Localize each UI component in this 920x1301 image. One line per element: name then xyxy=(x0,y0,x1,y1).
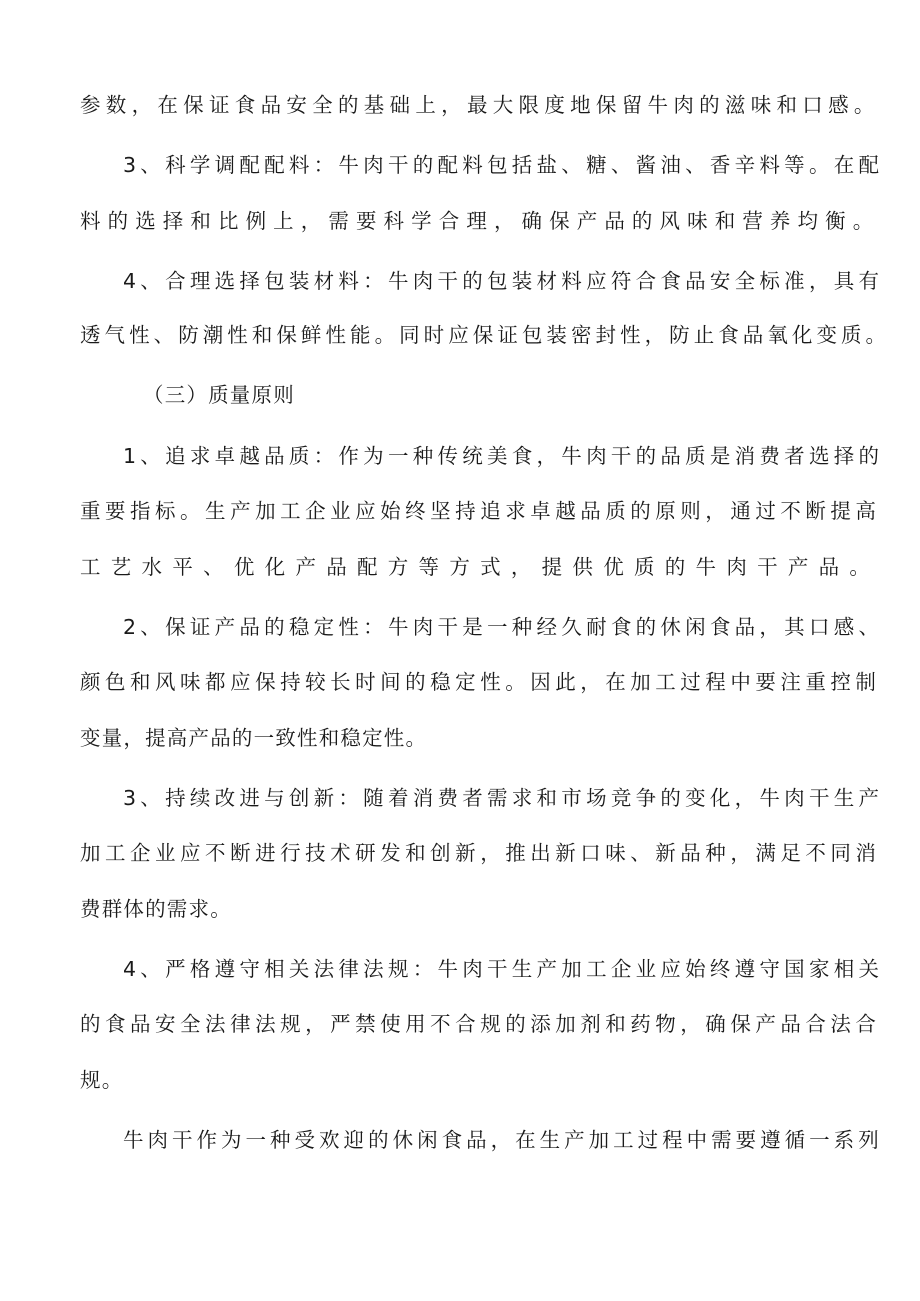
text-line: 4、严格遵守相关法律法规：牛肉干生产加工企业应始终遵守国家相关 xyxy=(123,957,884,981)
text-line: 4、合理选择包装材料：牛肉干的包装材料应符合食品安全标准，具有 xyxy=(123,269,884,293)
text-line: 重要指标。生产加工企业应始终坚持追求卓越品质的原则，通过不断提高 xyxy=(80,499,881,523)
text-line: 加工企业应不断进行技术研发和创新，推出新口味、新品种，满足不同消 xyxy=(80,841,881,865)
text-line: 颜色和风味都应保持较长时间的稳定性。因此，在加工过程中要注重控制 xyxy=(80,670,881,694)
text-line: 3、持续改进与创新：随着消费者需求和市场竞争的变化，牛肉干生产 xyxy=(123,786,884,810)
text-line: 牛肉干作为一种受欢迎的休闲食品，在生产加工过程中需要遵循一系列 xyxy=(123,1128,883,1152)
text-line: 2、保证产品的稳定性：牛肉干是一种经久耐食的休闲食品，其口感、 xyxy=(123,615,884,639)
text-line: 1、追求卓越品质：作为一种传统美食，牛肉干的品质是消费者选择的 xyxy=(123,444,884,468)
text-line: 料的选择和比例上，需要科学合理，确保产品的风味和营养均衡。 xyxy=(80,209,881,233)
text-line: 费群体的需求。 xyxy=(80,897,232,921)
text-line: 变量，提高产品的一致性和稳定性。 xyxy=(80,726,428,750)
text-line: 透气性、防潮性和保鲜性能。同时应保证包装密封性，防止食品氧化变质。 xyxy=(80,323,891,347)
text-line: 参数，在保证食品安全的基础上，最大限度地保留牛肉的滋味和口感。 xyxy=(80,93,880,117)
text-line: 的食品安全法律法规，严禁使用不合规的添加剂和药物，确保产品合法合 xyxy=(80,1012,881,1036)
text-line: 工艺水平、优化产品配方等方式，提供优质的牛肉干产品。 xyxy=(80,555,881,579)
section-heading: （三）质量原则 xyxy=(143,383,295,407)
text-line: 规。 xyxy=(80,1068,124,1092)
text-line: 3、科学调配配料：牛肉干的配料包括盐、糖、酱油、香辛料等。在配 xyxy=(123,153,884,177)
